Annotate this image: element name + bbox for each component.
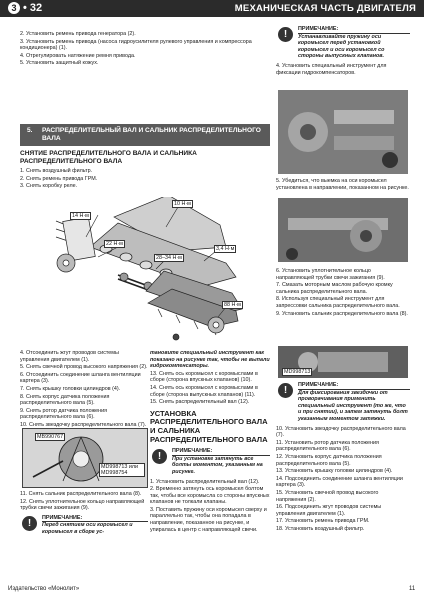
list-item: 12. Снять уплотнительное кольцо направляющей трубки свечи зажигания (9). <box>20 498 145 512</box>
list-item: 10. Установить звездочку распределительного вала (7). <box>276 425 406 439</box>
list-item: 16. Подсоединить жгут проводов системы управления двигателем (1). <box>276 504 382 517</box>
rocker-photo-1 <box>278 90 408 174</box>
chapter-badge: 3 <box>8 2 20 14</box>
left-top-text <box>20 31 272 68</box>
publisher-footer: Издательство «Монолит» <box>8 586 80 592</box>
torque-label: 88 Н·м <box>224 302 241 308</box>
list-item: 11. Установить ротор датчика положения распределительного вала (6). <box>276 439 379 453</box>
list-item: 12. Установить корпус датчика положения распределительного вала (5). <box>276 453 382 467</box>
list-item: 13. Установить крышку головки цилиндров (4). <box>276 468 393 475</box>
tool-label: MD998713 или MD998754 <box>99 463 145 477</box>
list-item: 14. Подсоединить соединение шланга вентиляции картера (3). <box>276 475 403 489</box>
list-item: 4. Отсоединить жгут проводов системы управления двигателем (1). <box>20 350 119 363</box>
seal-tool-photo <box>278 346 408 378</box>
right-note-2 <box>276 382 410 533</box>
list-item: 1. Установить распределительный вал (12). <box>150 478 260 485</box>
list-item: 9. Установить сальник распределительного вала (8). <box>276 310 408 317</box>
subsection-title: СНЯТИЕ РАСПРЕДЕЛИТЕЛЬНОГО ВАЛА И САЛЬНИКА РАСПРЕДЕЛИТЕЛЬНОГО ВАЛА <box>20 150 197 165</box>
right-step-5 <box>276 178 410 192</box>
list-item: 5. Снять свечной провод высокого напряжения (2). <box>20 364 148 371</box>
left-steps-b <box>20 350 148 430</box>
list-item: 1. Снять воздушный фильтр. <box>20 168 93 175</box>
list-item: 5. Установить защитный кожух. <box>20 60 99 67</box>
list-item: 8. Снять корпус датчика положения распределительного вала (5). <box>20 393 110 407</box>
section-title: РАСПРЕДЕЛИТЕЛЬНЫЙ ВАЛ И САЛЬНИК РАСПРЕДЕЛИТЕЛЬНОГО ВАЛА <box>42 127 261 142</box>
page-number <box>8 2 42 14</box>
removal-block <box>20 148 270 191</box>
page-header <box>0 0 424 17</box>
torque-label: 14 Н·м <box>72 213 89 219</box>
exclamation-icon: ! <box>152 449 167 464</box>
list-item: 11. Снять сальник распределительного вала (8). <box>20 491 142 497</box>
right-note-1 <box>276 26 410 77</box>
list-item: 6. Отсоединить соединение шланга вентиляции картера (3). <box>20 371 141 385</box>
torque-label: 28–34 Н·м <box>156 255 182 261</box>
rocker-photo-2 <box>278 198 408 262</box>
tool-label: MB990767 <box>37 434 64 440</box>
sprocket-tool-figure <box>22 428 148 488</box>
section-header <box>20 124 270 146</box>
note-box <box>20 515 148 536</box>
torque-label: 10 Н·м <box>174 201 191 207</box>
note-box <box>150 448 270 475</box>
list-item: 5. Убедиться, что выемка на оси коромысел установлена в направлении, показанном на рисунке. <box>276 178 409 191</box>
section-number: 5. <box>27 127 33 134</box>
list-item: 9. Снять ротор датчика положения распределительного вала (6). <box>20 407 108 421</box>
tool-label: MD998713 <box>284 369 311 375</box>
page-number-label: • <box>23 2 30 14</box>
list-item: 8. Используя специальный инструмент для запрессовки сальника распределительного вала. <box>276 296 400 309</box>
note-title: ПРИМЕЧАНИЕ: <box>298 26 410 34</box>
list-item: 2. Временно затянуть ось коромысел болтом так, чтобы все коромысла со стороны впускных клапанов не толкали клапаны. <box>150 486 270 506</box>
list-item: 15. Снять распределительный вал (12). <box>150 399 250 406</box>
torque-label: 3,4 Н·м <box>216 246 235 252</box>
photo2-svg <box>278 198 408 262</box>
note-continuation: тановите специальный инструмент как показано на рисунке так, чтобы не выпали гидрокомпенсаторы. <box>150 350 270 370</box>
list-item: 7. Снять крышку головки цилиндров (4). <box>20 385 121 392</box>
photo1-svg <box>278 90 408 174</box>
diagram-svg <box>26 197 254 344</box>
section-header-block <box>20 124 270 151</box>
note-text: При установке затянуть все болты моментом, указанным на рисунке. <box>172 455 263 475</box>
note-box <box>276 382 410 423</box>
torque-label: 22 Н·м <box>106 241 123 247</box>
list-item: 10. Снять звездочку распределительного вала (7). <box>20 421 147 428</box>
list-item: 4. Отрегулировать натяжение ремня привода. <box>20 52 136 59</box>
list-item: 3. Поставить пружину оси коромысел сверху и параллельно так, чтобы она попадала в направление, показанное на рисунке, и упиралась в центр с направляющей свечи. <box>150 506 267 533</box>
list-item: 15. Установить свечной провод высокого напряжения (2). <box>276 489 379 503</box>
list-item: 13. Снять ось коромысел с коромыслами в сборе (сторона впускных клапанов) (10). <box>150 370 258 384</box>
list-item: 6. Установить уплотнительное кольцо направляющей трубки свечи зажигания (9). <box>276 268 385 281</box>
list-item: 17. Установить ремень привода ГРМ. <box>276 518 370 525</box>
exclamation-icon: ! <box>278 27 293 42</box>
note-box <box>276 26 410 60</box>
list-item: 14. Снять ось коромысел с коромыслами в сборе (сторона выпускных клапанов) (11). <box>150 384 258 398</box>
right-steps-6 <box>276 268 410 318</box>
note-title: ПРИМЕЧАНИЕ: <box>298 382 410 390</box>
footer-number: 11 <box>409 586 416 592</box>
list-item: 18. Установить воздушный фильтр. <box>276 525 365 532</box>
list-item: 3. Установить ремень привода (насоса гидроусилителя рулевого управления и компрессора кондиционера) (1). <box>20 38 252 52</box>
note-title: ПРИМЕЧАНИЕ: <box>42 515 148 523</box>
middle-column <box>150 350 270 534</box>
list-item: 7. Смазать моторным маслом рабочую кромку сальника распределительного вала. <box>276 282 393 295</box>
list-item: 2. Установить ремень привода генератора (2). <box>20 31 136 37</box>
note-title: ПРИМЕЧАНИЕ: <box>172 448 270 456</box>
installation-heading: УСТАНОВКА РАСПРЕДЕЛИТЕЛЬНОГО ВАЛА И САЛЬНИКА РАСПРЕДЕЛИТЕЛЬНОГО ВАЛА <box>150 408 268 444</box>
list-item: 2. Снять ремень привода ГРМ. <box>20 175 98 182</box>
exclamation-icon: ! <box>278 383 293 398</box>
note-text: Устанавливайте пружину оси коромысел перед установкой коромысел и оси коромысел со стороны выпускных клапанов. <box>298 33 385 60</box>
page-number-value: 32 <box>29 2 43 14</box>
chapter-title: МЕХАНИЧЕСКАЯ ЧАСТЬ ДВИГАТЕЛЯ <box>234 3 416 14</box>
camshaft-exploded-diagram <box>26 197 254 344</box>
list-item: 4. Установить специальный инструмент для фиксации гидрокомпенсаторов. <box>276 62 387 76</box>
list-item: 3. Снять коробку реле. <box>20 183 78 190</box>
exclamation-icon: ! <box>22 516 37 531</box>
note-text: Перед снятием оси коромысел и коромысел в сборе ус- <box>42 522 133 535</box>
note-text: Для фиксирования звездочки от проворачивания применить специальный инструмент (то же, что и при снятии), и затем затянуть болт указанным моментом затяжки. <box>298 389 408 422</box>
left-steps-c <box>20 491 148 539</box>
